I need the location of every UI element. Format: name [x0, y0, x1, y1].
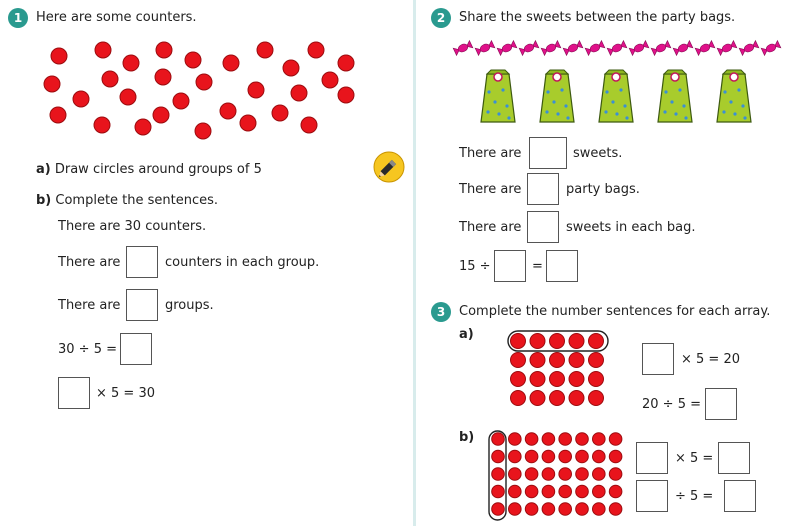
answer-box-b4[interactable]	[724, 480, 756, 512]
line2-suffix: party bags.	[566, 182, 640, 197]
array-a	[506, 330, 616, 414]
array-counter	[492, 503, 505, 516]
array-counter	[569, 353, 584, 368]
sweet-icon	[519, 41, 539, 56]
counter	[272, 105, 288, 121]
sweet-icon	[585, 41, 605, 56]
array-counter	[593, 450, 606, 463]
equation-division: 30 ÷ 5 =	[58, 342, 117, 357]
array-b	[487, 430, 637, 522]
answer-box-a2[interactable]	[705, 388, 737, 420]
sweet-icon	[563, 41, 583, 56]
array-counter	[609, 433, 622, 446]
array-counter	[593, 468, 606, 481]
pencil-icon	[373, 150, 407, 184]
sweets-row	[455, 38, 795, 58]
answer-box-b2[interactable]	[718, 442, 750, 474]
array-counter	[509, 503, 522, 516]
answer-box-each-bag[interactable]	[527, 211, 559, 243]
counter	[185, 52, 201, 68]
question-3-title: Complete the number sentences for each array.	[459, 304, 771, 319]
question-3-number: 3	[431, 302, 451, 322]
array-counter	[550, 334, 565, 349]
counter	[156, 42, 172, 58]
counter	[195, 123, 211, 139]
counter	[240, 115, 256, 131]
array-counter	[589, 391, 604, 406]
sweet-icon	[717, 41, 737, 56]
array-counter	[542, 503, 555, 516]
array-counter	[542, 433, 555, 446]
answer-box-b1[interactable]	[636, 442, 668, 474]
array-counter	[569, 372, 584, 387]
array-counter	[530, 372, 545, 387]
counter	[120, 89, 136, 105]
answer-box-groups[interactable]	[126, 289, 158, 321]
answer-box-quotient[interactable]	[546, 250, 578, 282]
counter	[257, 42, 273, 58]
array-counter	[559, 485, 572, 498]
counter	[338, 87, 354, 103]
array-counter	[492, 450, 505, 463]
array-counter	[559, 433, 572, 446]
party-bag-icon	[481, 70, 515, 122]
counter	[155, 69, 171, 85]
array-counter	[525, 468, 538, 481]
answer-box-divisor[interactable]	[494, 250, 526, 282]
array-counter	[511, 353, 526, 368]
line1-suffix: sweets.	[573, 146, 623, 161]
array-counter	[569, 391, 584, 406]
q3a-eq1: × 5 = 20	[681, 352, 740, 367]
array-counter	[576, 503, 589, 516]
column-divider	[413, 0, 416, 526]
array-counter	[525, 433, 538, 446]
array-counter	[550, 391, 565, 406]
sweet-icon	[629, 41, 649, 56]
sweet-icon	[761, 41, 781, 56]
array-counter	[593, 433, 606, 446]
array-counter	[542, 485, 555, 498]
sweet-icon	[673, 41, 693, 56]
party-bag-icon	[658, 70, 692, 122]
party-bag-icon	[717, 70, 751, 122]
counter	[322, 72, 338, 88]
counter	[291, 85, 307, 101]
answer-box-b3[interactable]	[636, 480, 668, 512]
array-counter	[559, 468, 572, 481]
counter	[223, 55, 239, 71]
counter	[102, 71, 118, 87]
question-2-number: 2	[431, 8, 451, 28]
array-counter	[576, 468, 589, 481]
line2-prefix: There are	[459, 182, 522, 197]
array-counter	[576, 450, 589, 463]
counter	[173, 93, 189, 109]
sweet-icon	[497, 41, 517, 56]
answer-box-sweets[interactable]	[529, 137, 567, 169]
array-counter	[511, 391, 526, 406]
question-2-title: Share the sweets between the party bags.	[459, 10, 736, 25]
sweet-icon	[541, 41, 561, 56]
sweet-icon	[739, 41, 759, 56]
counter	[123, 55, 139, 71]
part-a-label: a)	[36, 162, 51, 177]
array-counter	[492, 485, 505, 498]
array-counter	[569, 334, 584, 349]
part-b-label: b)	[36, 193, 52, 208]
counters-group	[0, 35, 400, 145]
line1-prefix: There are	[459, 146, 522, 161]
party-bag-icon	[540, 70, 574, 122]
array-counter	[576, 485, 589, 498]
array-counter	[576, 433, 589, 446]
array-counter	[550, 353, 565, 368]
q2-equation-prefix: 15 ÷	[459, 259, 491, 274]
array-counter	[509, 485, 522, 498]
part-b-instruction: Complete the sentences.	[55, 193, 219, 208]
counter	[220, 103, 236, 119]
sentence2-prefix: There are	[58, 298, 121, 313]
counter	[94, 117, 110, 133]
counter	[95, 42, 111, 58]
sentence2-suffix: groups.	[165, 298, 214, 313]
array-counter	[530, 334, 545, 349]
sweet-icon	[453, 41, 473, 56]
counters-statement: There are 30 counters.	[58, 219, 207, 234]
array-counter	[559, 503, 572, 516]
answer-box-bags[interactable]	[527, 173, 559, 205]
array-counter	[559, 450, 572, 463]
array-counter	[525, 450, 538, 463]
q2-equals: =	[532, 259, 543, 274]
counter	[50, 107, 66, 123]
answer-box-group-size[interactable]	[126, 246, 158, 278]
array-counter	[542, 450, 555, 463]
counter	[44, 76, 60, 92]
q3-part-a-label: a)	[459, 327, 474, 342]
array-counter	[509, 433, 522, 446]
counter	[301, 117, 317, 133]
counter	[135, 119, 151, 135]
array-counter	[609, 485, 622, 498]
answer-box-division[interactable]	[120, 333, 152, 365]
counter	[51, 48, 67, 64]
array-counter	[492, 468, 505, 481]
array-counter	[530, 391, 545, 406]
sentence1-suffix: counters in each group.	[165, 255, 320, 270]
q3b-eq2: ÷ 5 =	[675, 489, 714, 504]
array-counter	[589, 353, 604, 368]
line3-prefix: There are	[459, 220, 522, 235]
q3-part-b-label: b)	[459, 430, 475, 445]
array-counter	[550, 372, 565, 387]
answer-box-multiplication[interactable]	[58, 377, 90, 409]
counter	[73, 91, 89, 107]
counter	[196, 74, 212, 90]
q3b-eq1: × 5 =	[675, 451, 714, 466]
counter	[283, 60, 299, 76]
array-counter	[589, 372, 604, 387]
counter	[338, 55, 354, 71]
line3-suffix: sweets in each bag.	[566, 220, 696, 235]
party-bag-icon	[599, 70, 633, 122]
array-counter	[511, 334, 526, 349]
array-counter	[525, 503, 538, 516]
array-counter	[525, 485, 538, 498]
array-counter	[509, 468, 522, 481]
counter	[153, 107, 169, 123]
array-counter	[509, 450, 522, 463]
q3a-eq2: 20 ÷ 5 =	[642, 397, 701, 412]
sweet-icon	[651, 41, 671, 56]
part-a-instruction: Draw circles around groups of 5	[54, 162, 262, 177]
sweet-icon	[607, 41, 627, 56]
answer-box-a1[interactable]	[642, 343, 674, 375]
array-counter	[609, 468, 622, 481]
array-counter	[511, 372, 526, 387]
equation-multiplication: × 5 = 30	[96, 386, 155, 401]
sweet-icon	[695, 41, 715, 56]
array-counter	[589, 334, 604, 349]
counter	[308, 42, 324, 58]
sweet-icon	[475, 41, 495, 56]
array-counter	[609, 503, 622, 516]
counter	[248, 82, 264, 98]
array-counter	[593, 503, 606, 516]
array-counter	[593, 485, 606, 498]
array-counter	[492, 433, 505, 446]
question-1-title: Here are some counters.	[36, 10, 197, 25]
array-counter	[530, 353, 545, 368]
party-bags-row	[475, 66, 795, 126]
sentence1-prefix: There are	[58, 255, 121, 270]
question-1-number: 1	[8, 8, 28, 28]
array-counter	[542, 468, 555, 481]
array-counter	[609, 450, 622, 463]
